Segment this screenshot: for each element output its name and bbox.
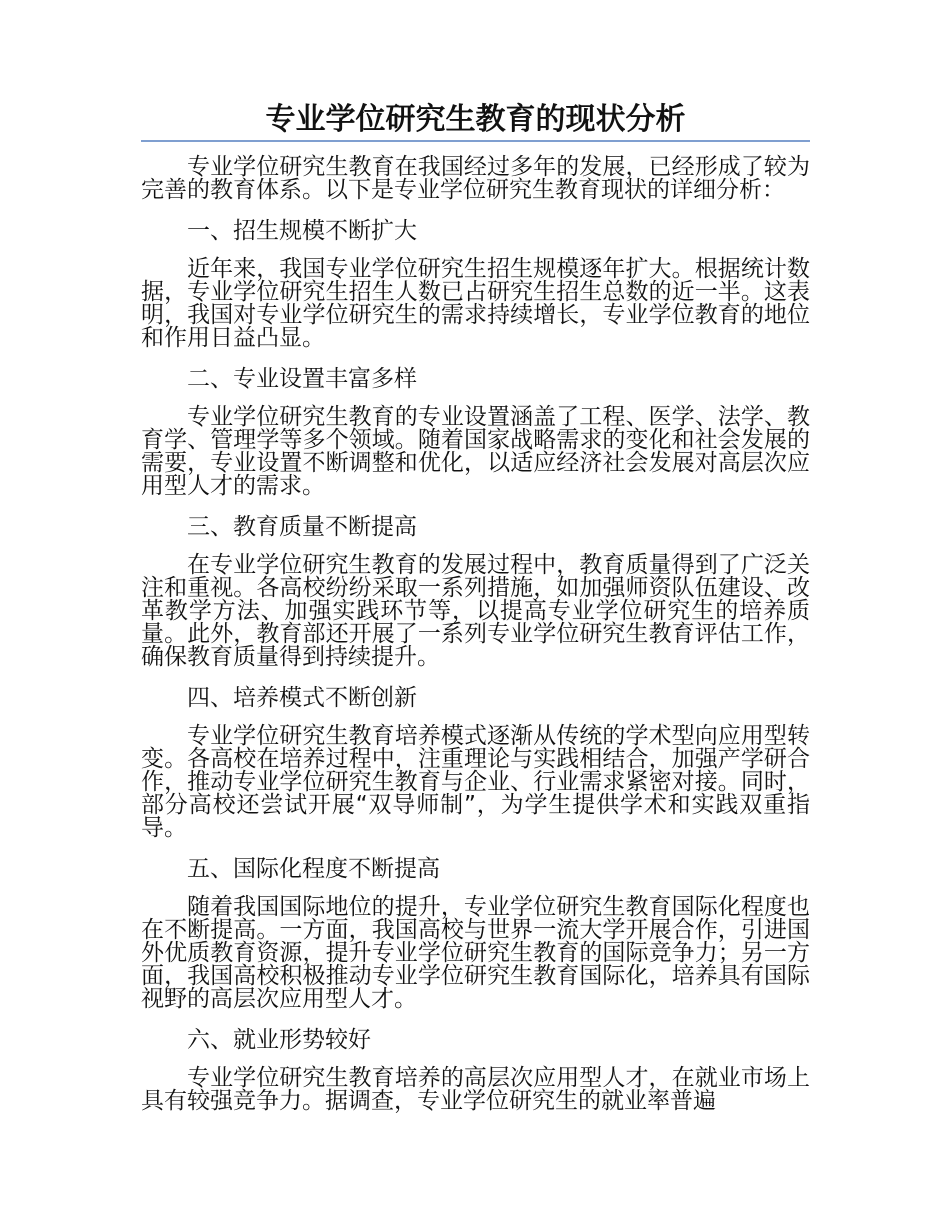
- section-4: [141, 685, 810, 840]
- section-heading: 二、专业设置丰富多样: [187, 366, 417, 392]
- section-heading: 一、招生规模不断扩大: [187, 218, 417, 244]
- section-paragraph: 专业学位研究生教育的专业设置涵盖了工程、医学、法学、教育学、管理学等多个领域。随着国家战略需求的变化和社会发展的需要，专业设置不断调整和优化，以适应经济社会发展对高层次应用型人才的需求。: [141, 404, 810, 499]
- section-3: [141, 514, 810, 669]
- document-title: 专业学位研究生教育的现状分析: [265, 102, 686, 137]
- section-paragraph: 随着我国国际地位的提升，专业学位研究生教育国际化程度也在不断提高。一方面，我国高校与世界一流大学开展合作，引进国外优质教育资源，提升专业学位研究生教育的国际竞争力；另一方面，我国高校积极推动专业学位研究生教育国际化，培养具有国际视野的高层次应用型人才。: [141, 894, 810, 1012]
- section-paragraph: 在专业学位研究生教育的发展过程中，教育质量得到了广泛关注和重视。各高校纷纷采取一系列措施，如加强师资队伍建设、改革教学方法、加强实践环节等，以提高专业学位研究生的培养质量。此外，教育部还开展了一系列专业学位研究生教育评估工作，确保教育质量得到持续提升。: [141, 552, 810, 670]
- section-paragraph: 近年来，我国专业学位研究生招生规模逐年扩大。根据统计数据，专业学位研究生招生人数已占研究生招生总数的近一半。这表明，我国对专业学位研究生的需求持续增长，专业学位教育的地位和作用日益凸显。: [141, 256, 810, 351]
- document-page: [141, 100, 810, 1129]
- section-1: [141, 218, 810, 350]
- section-2: [141, 366, 810, 498]
- section-6: [141, 1027, 810, 1113]
- section-heading: 三、教育质量不断提高: [187, 514, 417, 540]
- section-5: [141, 856, 810, 1011]
- section-heading: 六、就业形势较好: [187, 1027, 371, 1053]
- intro-paragraph: 专业学位研究生教育在我国经过多年的发展，已经形成了较为完善的教育体系。以下是专业学位研究生教育现状的详细分析：: [141, 154, 810, 203]
- section-paragraph: 专业学位研究生教育培养模式逐渐从传统的学术型向应用型转变。各高校在培养过程中，注重理论与实践相结合，加强产学研合作，推动专业学位研究生教育与企业、行业需求紧密对接。同时，部分高校还尝试开展“双导师制”，为学生提供学术和实践双重指导。: [141, 723, 810, 841]
- section-heading: 五、国际化程度不断提高: [187, 856, 440, 882]
- section-heading: 四、培养模式不断创新: [187, 685, 417, 711]
- section-paragraph: 专业学位研究生教育培养的高层次应用型人才，在就业市场上具有较强竞争力。据调查，专业学位研究生的就业率普遍: [141, 1065, 810, 1114]
- title-underline: [141, 140, 810, 142]
